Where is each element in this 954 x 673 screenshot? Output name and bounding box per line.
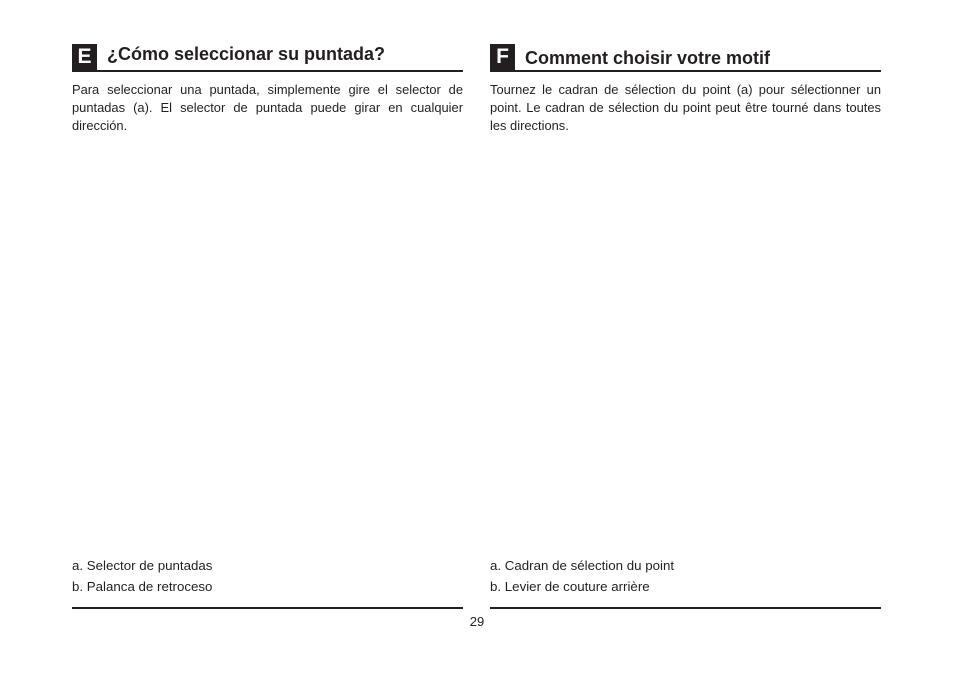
section-header-spanish (72, 44, 463, 72)
footer-divider-left (72, 607, 463, 609)
footer-divider-right (490, 607, 881, 609)
section-header-french (490, 44, 881, 72)
section-title-spanish: ¿Cómo seleccionar su puntada? (107, 43, 386, 64)
body-text-spanish: Para seleccionar una puntada, simplemente gire el selector de puntadas (a). El selector de puntada puede girar en cualquier dirección. (72, 82, 463, 133)
section-french (490, 44, 881, 135)
section-title-french: Comment choisir votre motif (525, 47, 771, 68)
caption-item: b. Levier de couture arrière (490, 579, 650, 594)
caption-item: a. Selector de puntadas (72, 558, 213, 573)
body-text-french: Tournez le cadran de sélection du point (a) pour sélectionner un point. Le cadran de sélection du point peut être tourné dans toutes les directions. (490, 82, 881, 133)
section-spanish (72, 44, 463, 135)
caption-item: b. Palanca de retroceso (72, 579, 213, 594)
page-number: 29 (469, 614, 485, 629)
language-badge-e: E (72, 44, 97, 70)
caption-item: a. Cadran de sélection du point (490, 558, 675, 573)
language-badge-f: F (490, 44, 515, 70)
caption-list-spanish (72, 555, 463, 597)
caption-list-french (490, 555, 881, 597)
